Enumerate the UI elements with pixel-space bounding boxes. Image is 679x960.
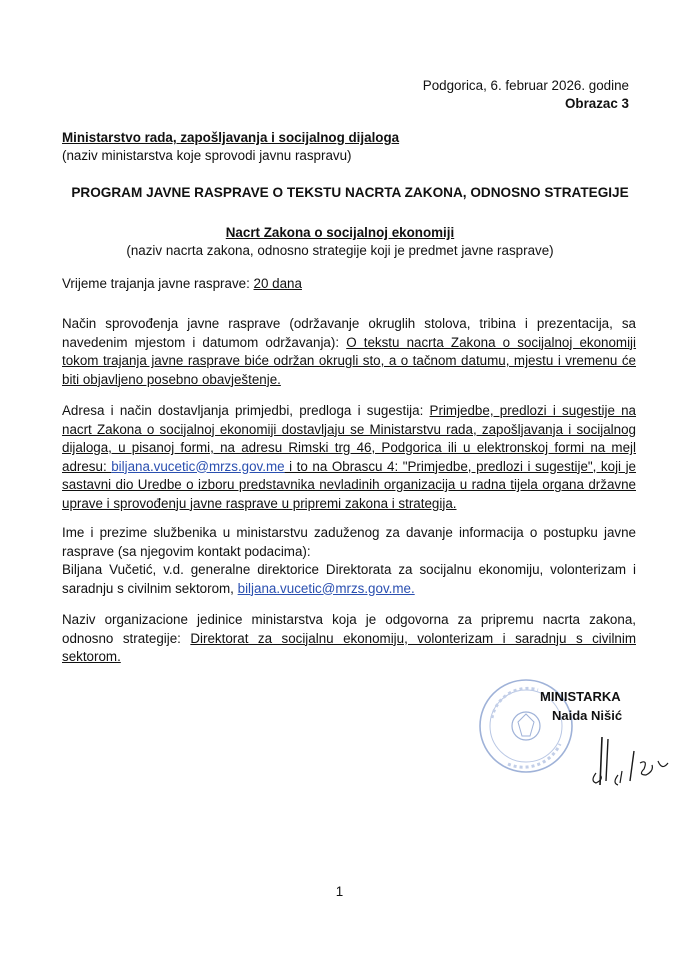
contact-email-link[interactable]: biljana.vucetic@mrzs.gov.me.: [237, 580, 415, 596]
unit-label: Naziv organizacione jedinice ministarstva koja je odgovorna za pripremu nacrta zakona, odnosno strategije:: [62, 612, 636, 646]
contact-paragraph: [62, 524, 636, 598]
draft-block: [40, 224, 640, 260]
submission-email-link[interactable]: biljana.vucetic@mrzs.gov.me: [111, 458, 285, 474]
submission-value-1: Primjedbe, predlozi i sugestije na nacrt Zakona o socijalnoj ekonomiji dostavljaju se Ministarstvu rada, zapošljavanja i socijalnog dijaloga, u pisanoj formi, na adresu Rimski trg 46, Podgorica ili u elektronskoj formi na mejl adresu:: [62, 403, 637, 474]
signature-name: Naida Nišić: [552, 708, 623, 723]
submission-value-2: i to na Obrascu 4: "Primjedbe, predlozi i sugestije", koji je sastavni dio Uredbe o izboru predstavnika nevladinih organizacija u radna tijela organa državne uprave i sprovođenju javne rasprave u pripremi zakona i strategija.: [62, 458, 637, 511]
method-paragraph: [62, 315, 636, 389]
signature-title: MINISTARKA: [540, 689, 621, 704]
method-value: O tekstu nacrta Zakona o socijalnoj ekonomiji tokom trajanja javne rasprave biće održan okrugli sto, a o tačnom datumu, mjestu i vremenu će biti objavljeno posebno obavještenje.: [62, 334, 637, 387]
program-title: PROGRAM JAVNE RASPRAVE O TEKSTU NACRTA ZAKONA, ODNOSNO STRATEGIJE: [71, 185, 629, 200]
submission-paragraph: [62, 402, 636, 513]
unit-paragraph: [62, 611, 636, 667]
signature-block: [540, 687, 622, 725]
submission-label: Adresa i način dostavljanja primjedbi, predloga i sugestija:: [62, 403, 430, 418]
draft-name: Nacrt Zakona o socijalnoj ekonomiji: [225, 225, 455, 240]
place-date: Podgorica, 6. februar 2026. godine: [422, 78, 629, 93]
ministry-note: (naziv ministarstva koje sprovodi javnu raspravu): [62, 148, 352, 163]
header-block: [329, 77, 629, 113]
unit-value: Direktorat za socijalnu ekonomiju, volonterizam i saradnju s civilnim sektorom.: [62, 630, 636, 664]
contact-label: Ime i prezime službenika u ministarstvu zaduženog za davanje informacija o postupku javne rasprave (sa njegovim kontakt podacima):: [62, 525, 636, 559]
page-number: 1: [335, 884, 344, 899]
duration-value: 20 dana: [253, 276, 302, 291]
draft-note: (naziv nacrta zakona, odnosno strategije koji je predmet javne rasprave): [126, 243, 554, 258]
contact-value: Biljana Vučetić, v.d. generalne direktorice Direktorata za socijalnu ekonomiju, volonterizam i saradnju s civilnim sektorom,: [62, 562, 636, 596]
duration-label: Vrijeme trajanja javne rasprave:: [62, 276, 254, 291]
ministry-name: Ministarstvo rada, zapošljavanja i socijalnog dijaloga: [62, 130, 400, 145]
method-label: Način sprovođenja javne rasprave (održavanje okruglih stolova, tribina i prezentacija, sa navedenim mjestom i datumom održavanja):: [62, 316, 636, 350]
handwritten-signature: [560, 735, 679, 795]
duration-paragraph: [62, 275, 636, 294]
form-label: Obrazac 3: [564, 96, 629, 111]
ministry-block: [62, 129, 399, 165]
